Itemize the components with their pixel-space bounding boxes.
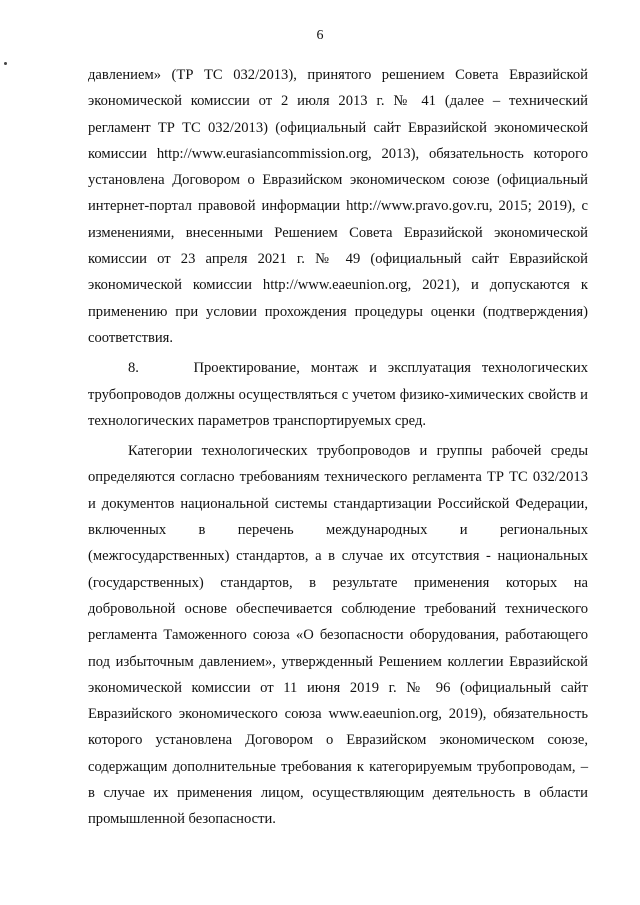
page-number: 6 [316,28,324,43]
paragraph-continuation: давлением» (ТР ТС 032/2013), принятого решением Совета Евразийской экономической комиссии от 2 июля 2013 г. № 41 (далее – технический регламент ТР ТС 032/2013) (официальный сайт Евразийской экономической комиссии http://www.eurasiancommission.org, 2013), обязательность которого установлена Договором о Евразийском экономическом союзе (официальный интернет-портал правовой информации http://www.pravo.gov.ru, 2015; 2019), с изменениями, внесенными Решением Совета Евразийской экономической комиссии от 23 апреля 2021 г. № 49 (официальный сайт Евразийской экономической комиссии http://www.eaeunion.org, 2021), и допускаются к применению при условии прохождения процедуры оценки (подтверждения) соответствия. [88,67,588,346]
paragraph-item-8: 8. Проектирование, монтаж и эксплуатация технологических трубопроводов должны осуществляться с учетом физико-химических свойств и технологических параметров транспортируемых сред. [88,360,588,429]
scan-speck [4,62,7,65]
paragraph-categories: Категории технологических трубопроводов и группы рабочей среды определяются согласно требованиям технического регламента ТР ТС 032/2013 и документов национальной системы стандартизации Российской Федерации, включенных в перечень международных и региональных (межгосударственных) стандартов, а в случае их отсутствия - национальных (государственных) стандартов, в результате применения которых на добровольной основе обеспечивается соблюдение требований технического регламента Таможенного союза «О безопасности оборудования, работающего под избыточным давлением», утвержденный Решением коллегии Евразийской экономической комиссии от 11 июня 2019 г. № 96 (официальный сайт Евразийского экономического союза www.eaeunion.org, 2019), обязательность которого установлена Договором о Евразийском экономическом союзе, содержащим дополнительные требования к категорируемым трубопроводам, – в случае их применения лицом, осуществляющим деятельность в области промышленной безопасности. [88,443,588,828]
document-body [88,62,588,833]
